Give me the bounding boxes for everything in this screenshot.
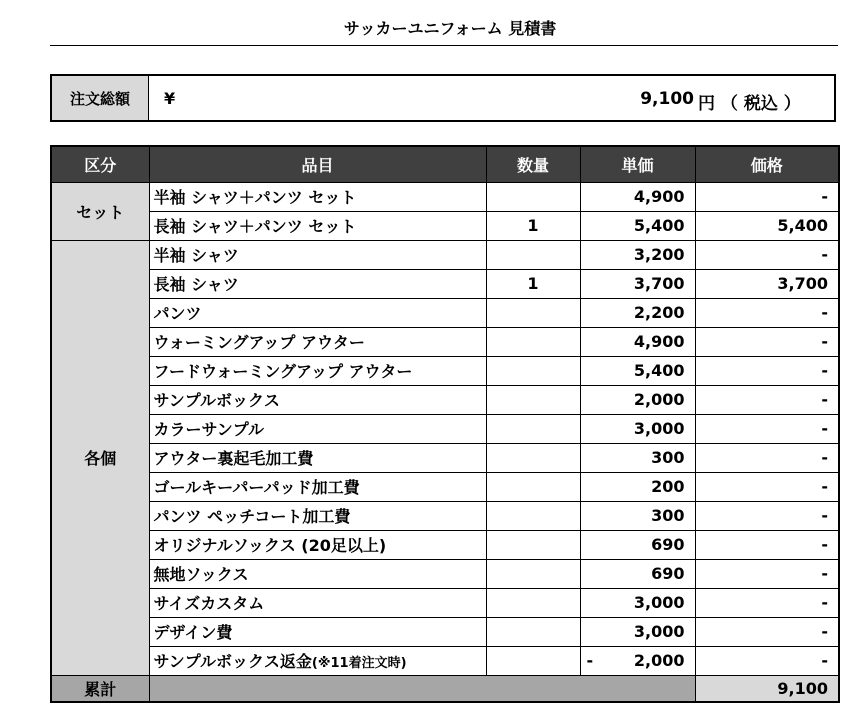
header-price: 価格 [695, 146, 839, 182]
unit-price-value: 3,200 [633, 245, 685, 264]
quantity-cell[interactable]: 1 [486, 269, 580, 298]
price-cell[interactable]: - [695, 327, 839, 356]
item-cell[interactable] [149, 530, 486, 559]
item-name: デザイン費 [153, 623, 233, 642]
unit-price-cell[interactable] [580, 501, 695, 530]
unit-price-value: 2,200 [633, 303, 685, 322]
header-item: 品目 [149, 146, 486, 182]
price-cell[interactable]: - [695, 356, 839, 385]
quantity-cell[interactable] [486, 472, 580, 501]
quantity-cell[interactable] [486, 617, 580, 646]
unit-price-value: 200 [651, 477, 685, 496]
item-name: パンツ ペッチコート加工費 [153, 507, 351, 526]
table-row [51, 414, 839, 443]
order-total-unit: 円 （ 税込 ） [698, 94, 801, 114]
item-cell[interactable] [149, 472, 486, 501]
header-unit-price: 単価 [580, 146, 695, 182]
table-row [51, 588, 839, 617]
unit-price-sign: - [586, 651, 594, 670]
table-row [51, 182, 839, 211]
item-cell[interactable] [149, 298, 486, 327]
unit-price-cell[interactable] [580, 327, 695, 356]
header-quantity: 数量 [486, 146, 580, 182]
sum-label: 累計 [51, 675, 149, 702]
table-row [51, 501, 839, 530]
item-cell[interactable] [149, 588, 486, 617]
quantity-cell[interactable] [486, 298, 580, 327]
order-total-amount: 9,100 [640, 89, 694, 109]
table-row [51, 327, 839, 356]
item-name: オリジナルソックス (20足以上) [153, 536, 387, 555]
price-cell[interactable]: - [695, 443, 839, 472]
quantity-cell[interactable] [486, 646, 580, 675]
quantity-cell[interactable] [486, 240, 580, 269]
unit-price-value: 300 [651, 506, 685, 525]
unit-price-value: 5,400 [633, 216, 685, 235]
quantity-cell[interactable] [486, 559, 580, 588]
quantity-cell[interactable] [486, 501, 580, 530]
item-cell[interactable] [149, 182, 486, 211]
unit-price-cell[interactable] [580, 588, 695, 617]
item-cell[interactable] [149, 414, 486, 443]
item-cell[interactable] [149, 617, 486, 646]
sum-spacer [149, 675, 695, 702]
item-name: 長袖 シャツ [153, 275, 239, 294]
price-cell[interactable]: - [695, 298, 839, 327]
table-row [51, 356, 839, 385]
item-note: (※11着注文時) [311, 656, 407, 671]
order-total-box [50, 74, 836, 122]
unit-price-value: 4,900 [633, 332, 685, 351]
price-cell[interactable]: - [695, 559, 839, 588]
item-name: サンプルボックス返金 [153, 652, 312, 671]
table-row [51, 443, 839, 472]
unit-price-value: 300 [651, 448, 685, 467]
sum-row [51, 675, 839, 702]
quantity-cell[interactable] [486, 414, 580, 443]
item-cell[interactable] [149, 356, 486, 385]
item-cell[interactable] [149, 559, 486, 588]
quantity-cell[interactable] [486, 385, 580, 414]
unit-price-cell[interactable] [580, 182, 695, 211]
item-cell[interactable] [149, 240, 486, 269]
quote-table [50, 145, 840, 703]
table-row [51, 530, 839, 559]
price-cell[interactable]: - [695, 472, 839, 501]
quantity-cell[interactable]: 1 [486, 211, 580, 240]
unit-price-cell[interactable] [580, 356, 695, 385]
table-row [51, 269, 839, 298]
item-name: カラーサンプル [153, 420, 265, 439]
unit-price-cell[interactable] [580, 211, 695, 240]
category-cell: セット [51, 182, 149, 240]
quantity-cell[interactable] [486, 327, 580, 356]
unit-price-cell[interactable] [580, 472, 695, 501]
unit-price-cell[interactable] [580, 269, 695, 298]
table-row [51, 211, 839, 240]
unit-price-cell[interactable] [580, 414, 695, 443]
price-cell[interactable]: - [695, 646, 839, 675]
currency-symbol: ¥ [164, 89, 176, 108]
price-cell[interactable]: - [695, 385, 839, 414]
price-cell[interactable]: - [695, 530, 839, 559]
price-cell[interactable]: - [695, 588, 839, 617]
unit-price-cell[interactable] [580, 385, 695, 414]
page-title: サッカーユニフォーム 見積書 [343, 19, 557, 38]
unit-price-value: 3,700 [633, 274, 685, 293]
item-name: サンプルボックス [153, 391, 280, 410]
unit-price-cell[interactable] [580, 646, 695, 675]
unit-price-cell[interactable] [580, 559, 695, 588]
unit-price-value: 2,000 [633, 390, 685, 409]
unit-price-cell[interactable] [580, 617, 695, 646]
unit-price-cell[interactable] [580, 298, 695, 327]
item-name: サイズカスタム [153, 594, 265, 613]
price-cell[interactable]: 3,700 [695, 269, 839, 298]
unit-price-cell[interactable] [580, 240, 695, 269]
table-row [51, 472, 839, 501]
price-cell[interactable]: - [695, 182, 839, 211]
item-name: 半袖 シャツ [153, 246, 239, 265]
quantity-cell[interactable] [486, 443, 580, 472]
unit-price-value: 5,400 [633, 361, 685, 380]
category-cell: 各個 [51, 240, 149, 675]
item-cell[interactable] [149, 646, 486, 675]
item-name: 無地ソックス [153, 565, 249, 584]
table-row [51, 240, 839, 269]
table-row [51, 298, 839, 327]
item-cell[interactable] [149, 443, 486, 472]
item-name: 長袖 シャツ＋パンツ セット [153, 217, 357, 236]
price-cell[interactable]: - [695, 414, 839, 443]
item-name: ウォーミングアップ アウター [153, 333, 365, 352]
order-total-label: 注文総額 [52, 76, 149, 120]
quantity-cell[interactable] [486, 356, 580, 385]
item-name: パンツ [153, 304, 202, 323]
table-row [51, 385, 839, 414]
table-row [51, 559, 839, 588]
unit-price-value: 2,000 [633, 651, 685, 670]
unit-price-value: 3,000 [633, 419, 685, 438]
unit-price-value: 4,900 [633, 187, 685, 206]
unit-price-value: 690 [651, 564, 685, 583]
price-cell[interactable]: - [695, 501, 839, 530]
quantity-cell[interactable] [486, 530, 580, 559]
item-name: 半袖 シャツ＋パンツ セット [153, 188, 357, 207]
item-cell[interactable] [149, 211, 486, 240]
item-cell[interactable] [149, 385, 486, 414]
unit-price-value: 3,000 [633, 593, 685, 612]
item-cell[interactable] [149, 269, 486, 298]
quantity-cell[interactable] [486, 588, 580, 617]
item-cell[interactable] [149, 327, 486, 356]
item-cell[interactable] [149, 501, 486, 530]
item-name: フードウォーミングアップ アウター [153, 362, 413, 381]
price-cell[interactable]: 5,400 [695, 211, 839, 240]
title-divider [50, 45, 838, 46]
unit-price-cell[interactable] [580, 530, 695, 559]
unit-price-cell[interactable] [580, 443, 695, 472]
sum-value: 9,100 [695, 675, 839, 702]
table-row [51, 617, 839, 646]
table-header-row [51, 146, 839, 182]
price-cell[interactable]: - [695, 617, 839, 646]
table-row [51, 646, 839, 675]
unit-price-value: 3,000 [633, 622, 685, 641]
unit-price-value: 690 [651, 535, 685, 554]
item-name: アウター裏起毛加工費 [153, 449, 314, 468]
price-cell[interactable]: - [695, 240, 839, 269]
header-category: 区分 [51, 146, 149, 182]
item-name: ゴールキーパーパッド加工費 [153, 478, 360, 497]
quantity-cell[interactable] [486, 182, 580, 211]
